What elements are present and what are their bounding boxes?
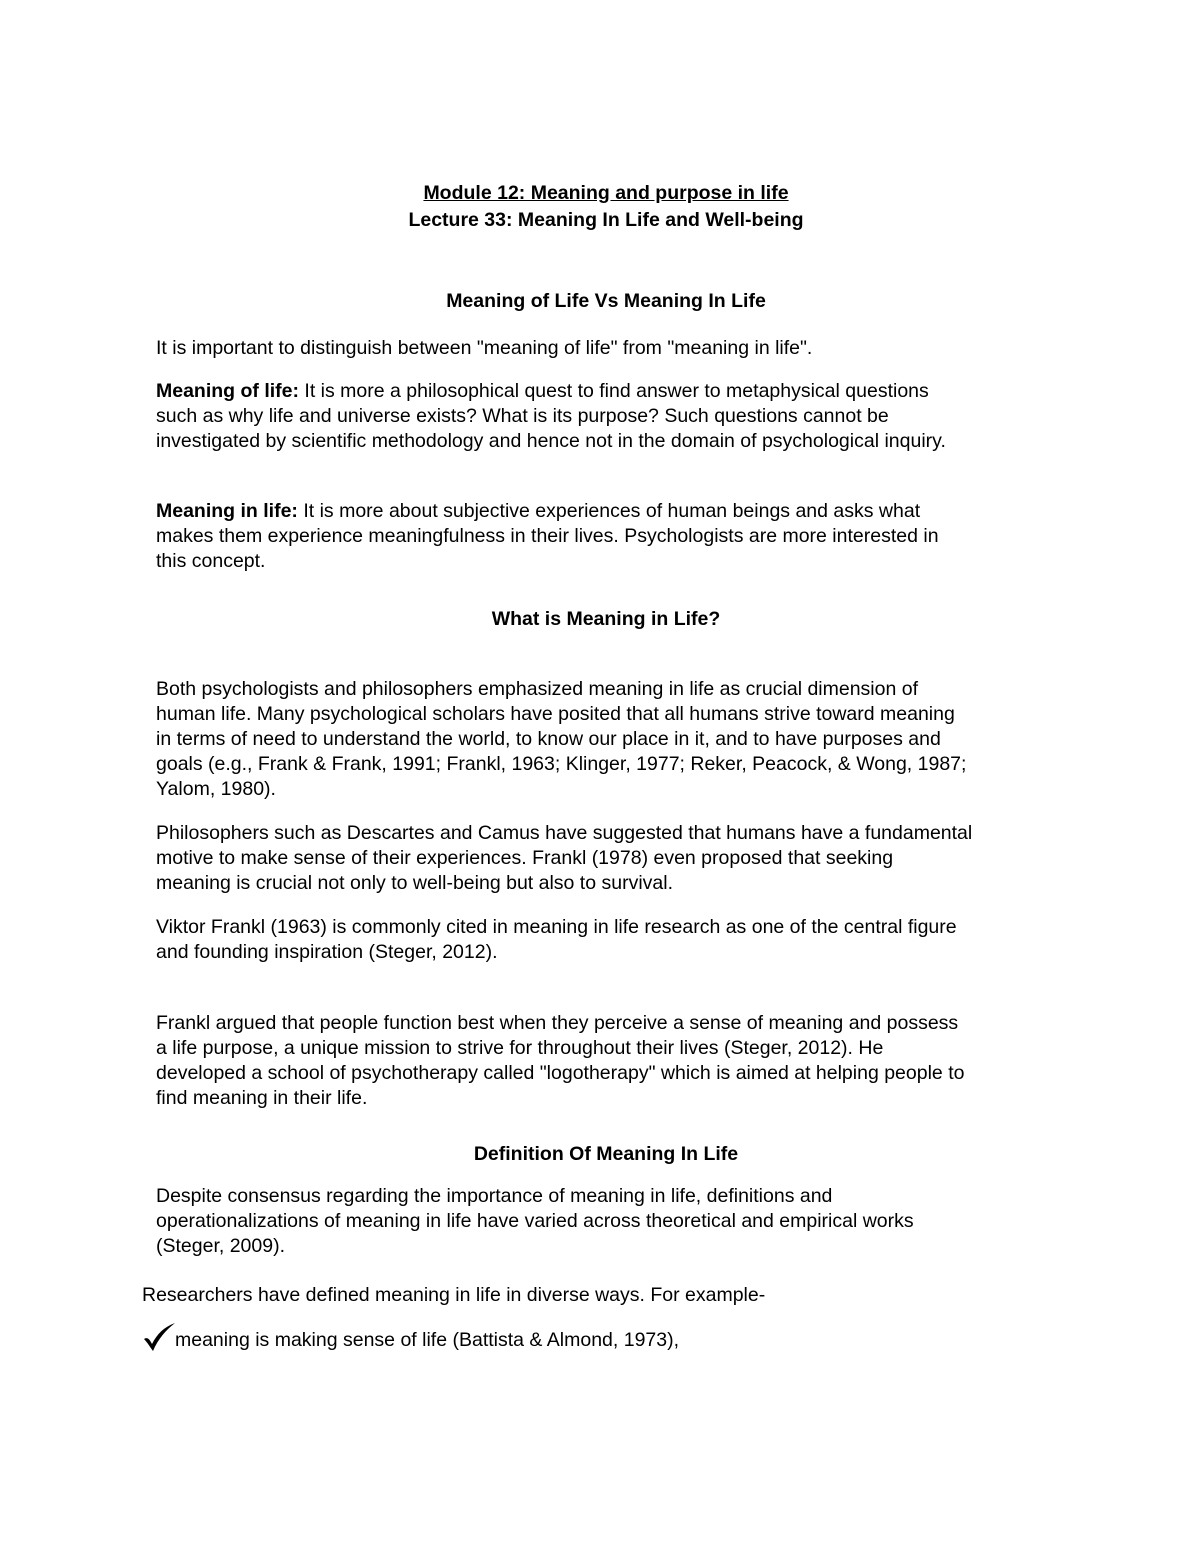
- checklist-item-text: meaning is making sense of life (Battista & Almond, 1973),: [175, 1329, 680, 1351]
- module-title: Module 12: Meaning and purpose in life: [423, 182, 789, 204]
- paragraph-line: operationalizations of meaning in life have varied across theoretical and empirical works: [156, 1210, 914, 1232]
- paragraph-line: meaning is crucial not only to well-being but also to survival.: [156, 872, 674, 894]
- section-heading-definition: Definition Of Meaning In Life: [473, 1143, 739, 1165]
- paragraph-psychologists-philosophers: [156, 677, 1066, 802]
- paragraph-line: Yalom, 1980).: [156, 778, 276, 800]
- meaning-in-life-line: makes them experience meaningfulness in their lives. Psychologists are more interested in: [156, 525, 939, 547]
- lecture-title: Lecture 33: Meaning In Life and Well-being: [408, 209, 804, 231]
- paragraph-viktor-frankl: [156, 915, 1066, 965]
- intro-line: It is important to distinguish between "meaning of life" from "meaning in life".: [156, 337, 813, 359]
- meaning-in-life-line: this concept.: [156, 550, 266, 572]
- paragraph-line: goals (e.g., Frank & Frank, 1991; Frankl, 1963; Klinger, 1977; Reker, Peacock, & Wong, 1987;: [156, 753, 967, 775]
- paragraph-line: human life. Many psychological scholars have posited that all humans strive toward meaning: [156, 703, 955, 725]
- paragraph-line: motive to make sense of their experiences. Frankl (1978) even proposed that seeking: [156, 847, 894, 869]
- meaning-in-life-term: Meaning in life:: [156, 500, 298, 522]
- paragraph-line: Despite consensus regarding the importance of meaning in life, definitions and: [156, 1185, 833, 1207]
- paragraph-despite-consensus: [156, 1184, 1066, 1259]
- paragraph-frankl-argued: [156, 1011, 1066, 1111]
- meaning-of-life-line: investigated by scientific methodology and hence not in the domain of psychological inquiry.: [156, 430, 946, 452]
- meaning-of-life-line: such as why life and universe exists? What is its purpose? Such questions cannot be: [156, 405, 889, 427]
- meaning-of-life-term: Meaning of life:: [156, 380, 299, 402]
- paragraph-line: (Steger, 2009).: [156, 1235, 285, 1257]
- paragraph-researchers-defined: [142, 1283, 1052, 1308]
- paragraph-line: Both psychologists and philosophers emphasized meaning in life as crucial dimension of: [156, 678, 919, 700]
- meaning-in-life-line: It is more about subjective experiences of human beings and asks what: [303, 500, 921, 522]
- section-heading-what-is-meaning: What is Meaning in Life?: [491, 608, 721, 630]
- meaning-of-life-paragraph: [156, 379, 1066, 454]
- paragraph-line: in terms of need to understand the world, to know our place in it, and to have purposes and: [156, 728, 941, 750]
- checklist-item: [142, 1322, 1042, 1362]
- paragraph-line: Philosophers such as Descartes and Camus have suggested that humans have a fundamental: [156, 822, 973, 844]
- section-heading-meaning-of-vs-in: Meaning of Life Vs Meaning In Life: [446, 290, 766, 312]
- paragraph-line: find meaning in their life.: [156, 1087, 368, 1109]
- checkmark-icon: [142, 1322, 176, 1352]
- intro-paragraph: [156, 336, 1066, 361]
- paragraph-line: and founding inspiration (Steger, 2012).: [156, 941, 498, 963]
- paragraph-line: Frankl argued that people function best when they perceive a sense of meaning and possess: [156, 1012, 959, 1034]
- meaning-of-life-line: It is more a philosophical quest to find answer to metaphysical questions: [304, 380, 929, 402]
- paragraph-descartes-camus: [156, 821, 1066, 896]
- meaning-in-life-paragraph: [156, 499, 1066, 574]
- paragraph-line: developed a school of psychotherapy called "logotherapy" which is aimed at helping people to: [156, 1062, 965, 1084]
- paragraph-line: Viktor Frankl (1963) is commonly cited in meaning in life research as one of the central figure: [156, 916, 957, 938]
- paragraph-line: a life purpose, a unique mission to strive for throughout their lives (Steger, 2012). He: [156, 1037, 884, 1059]
- paragraph-line: Researchers have defined meaning in life in diverse ways. For example-: [142, 1284, 766, 1306]
